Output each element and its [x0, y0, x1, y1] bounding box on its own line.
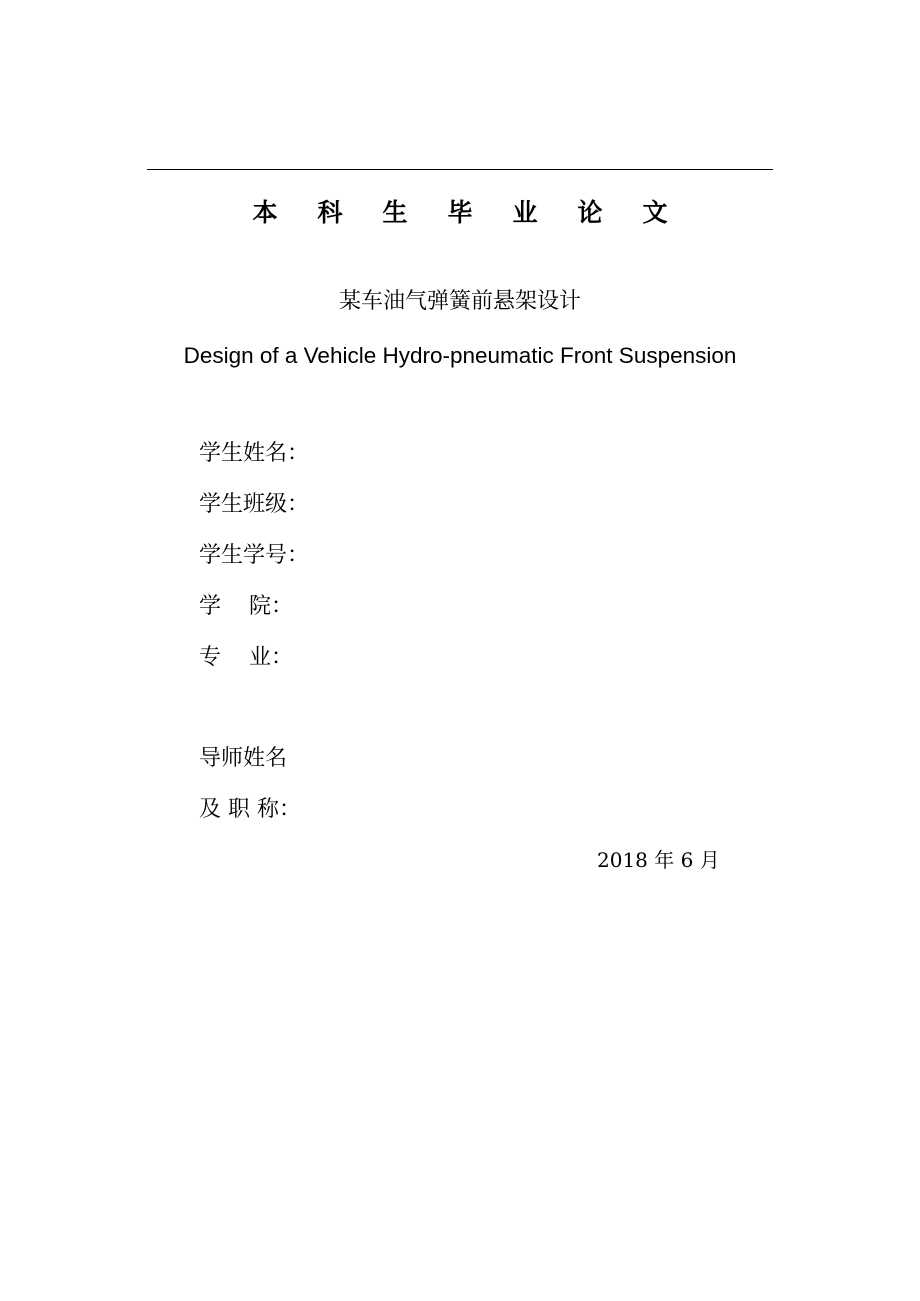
major-label: 专 业： — [199, 645, 293, 670]
document-type-heading: 本科生毕业论文 — [252, 198, 708, 227]
submission-date: 2018 年 6 月 — [597, 848, 720, 872]
thesis-title-english: Design of a Vehicle Hydro-pneumatic Front Suspension — [183, 343, 737, 368]
student-id-label: 学生学号： — [199, 543, 310, 568]
thesis-title-chinese: 某车油气弹簧前悬架设计 — [338, 289, 581, 314]
student-class-label: 学生班级： — [199, 492, 310, 517]
advisor-title-label: 及 职 称： — [199, 797, 301, 822]
college-label: 学 院： — [199, 594, 293, 619]
top-divider-line — [147, 169, 773, 170]
student-name-label: 学生姓名： — [199, 441, 310, 466]
advisor-name-label: 导师姓名 — [199, 746, 288, 771]
